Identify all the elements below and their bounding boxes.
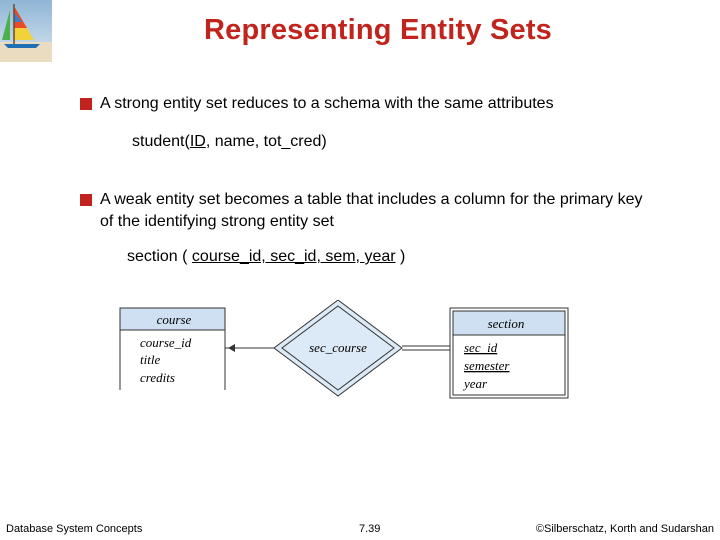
section-attr-2: semester xyxy=(464,358,510,373)
course-attr-2: title xyxy=(140,352,161,367)
footer-right: ©Silberschatz, Korth and Sudarshan xyxy=(535,523,714,535)
schema-suffix: ) xyxy=(395,248,406,265)
er-diagram xyxy=(110,300,580,410)
bullet-marker-2 xyxy=(80,194,92,206)
schema-rest: , name, tot_cred) xyxy=(205,133,327,150)
course-attr-1: course_id xyxy=(140,335,192,350)
schema-prefix: section ( xyxy=(127,248,192,265)
strong-entity-schema xyxy=(132,132,327,152)
relationship-name: sec_course xyxy=(309,340,367,355)
section-attr-1: sec_id xyxy=(464,340,498,355)
schema-prefix: student( xyxy=(132,133,190,150)
bullet-text-1: A strong entity set reduces to a schema with the same attributes xyxy=(100,95,554,112)
footer-center: 7.39 xyxy=(359,523,381,535)
schema-keys: course_id, sec_id, sem, year xyxy=(191,248,396,265)
schema-key: ID xyxy=(189,133,206,150)
arrow-head xyxy=(228,344,235,352)
bullet-text-2: A weak entity set becomes a table that includes a column for the primary key of the identifying strong entity set xyxy=(100,191,643,230)
section-entity-name: section xyxy=(487,316,525,331)
footer-left: Database System Concepts xyxy=(6,523,143,535)
course-attr-3: credits xyxy=(140,370,175,385)
weak-entity-schema xyxy=(127,247,405,267)
slide-title: Representing Entity Sets xyxy=(203,14,553,46)
section-attr-3: year xyxy=(464,376,488,391)
bullet-marker-1 xyxy=(80,98,92,110)
course-entity-name: course xyxy=(156,312,192,327)
